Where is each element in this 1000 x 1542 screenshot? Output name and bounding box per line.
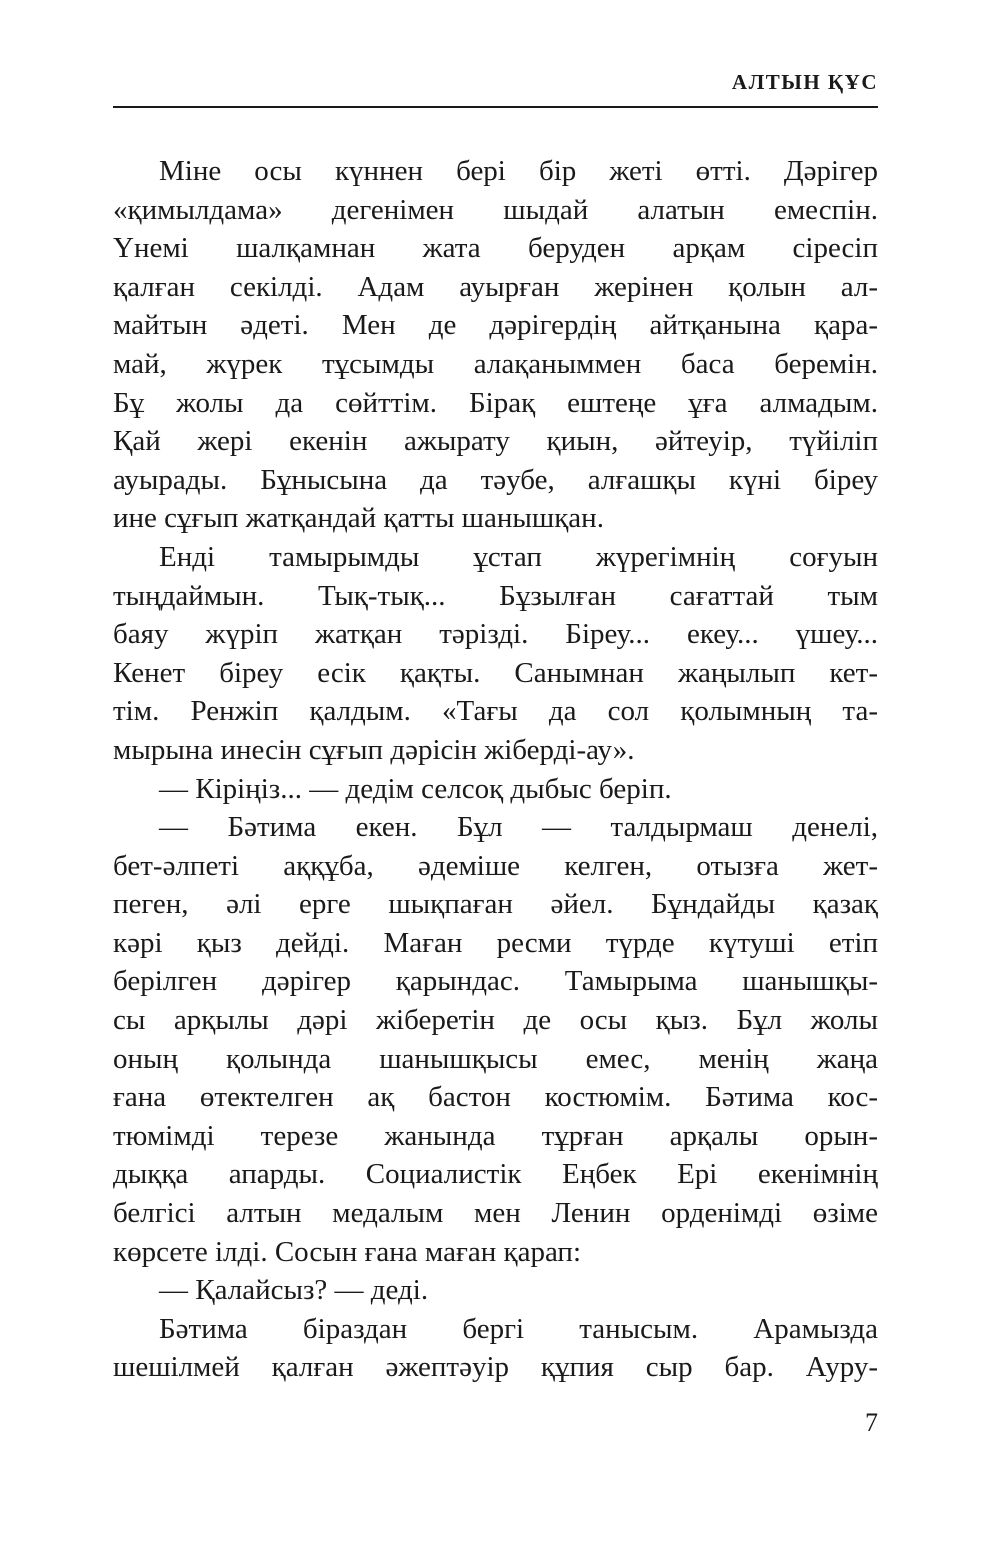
text-line: мырына инесін сұғып дәрісін жіберді-ау».: [113, 733, 635, 766]
text-line: тім. Ренжіп қалдым. «Тағы да сол қолымның та-: [113, 695, 878, 728]
text-line: Үнемі шалқамнан жата беруден арқам сіресіп: [113, 232, 878, 265]
text-line: ауырады. Бұнысына да тәубе, алғашқы күні біреу: [113, 463, 878, 496]
book-title: АЛТЫН ҚҰС: [731, 70, 878, 94]
text-line: Кенет біреу есік қақты. Санымнан жаңылып кет-: [113, 656, 878, 689]
text-line: қалған секілді. Адам ауырған жерінен қолын ал-: [113, 270, 878, 303]
text-line: «қимылдама» дегенімен шыдай алатын емеспін.: [113, 193, 878, 226]
text-line: — Бәтима екен. Бұл — талдырмаш денелі,: [159, 811, 878, 844]
text-line: майтын әдеті. Мен де дәрігердің айтқанына қара-: [113, 309, 878, 342]
text-body: [113, 152, 878, 1387]
text-line: дыққа апарды. Социалистік Еңбек Ері екенімнің: [113, 1158, 878, 1191]
text-line: тыңдаймын. Тық-тық... Бұзылған сағаттай тым: [113, 579, 878, 612]
text-line: Бәтима біраздан бергі танысым. Арамызда: [159, 1312, 878, 1345]
text-line: белгісі алтын медалым мен Ленин орденімді өзіме: [113, 1197, 878, 1230]
text-line: Міне осы күннен бері бір жеті өтті. Дәрігер: [159, 155, 878, 187]
text-line: баяу жүріп жатқан тәрізді. Біреу... екеу... үшеу...: [113, 618, 878, 651]
running-head: [113, 66, 878, 108]
text-line: оның қолында шанышқысы емес, менің жаңа: [113, 1042, 878, 1075]
text-line: көрсете ілді. Сосын ғана маған қарап:: [113, 1235, 582, 1268]
text-line: — Қалайсыз? — деді.: [159, 1274, 429, 1307]
text-line: Қай жері екенін ажырату қиын, әйтеуір, түйіліп: [113, 425, 878, 458]
text-line: ине сұғып жатқандай қатты шанышқан.: [113, 502, 604, 535]
text-line: ғана өтектелген ақ бастон костюмім. Бәтима кос-: [113, 1081, 878, 1114]
text-line: берілген дәрігер қарындас. Тамырыма шанышқы-: [113, 965, 878, 998]
text-line: сы арқылы дәрі жіберетін де осы қыз. Бұл жолы: [113, 1004, 878, 1037]
text-line: бет-әлпеті аққұба, әдеміше келген, отызға жет-: [113, 849, 878, 882]
text-line: пеген, әлі ерге шықпаған әйел. Бұндайды қазақ: [113, 888, 878, 921]
page-number: 7: [865, 1408, 878, 1437]
text-line: Енді тамырымды ұстап жүрегімнің соғуын: [159, 540, 878, 573]
text-line: кәрі қыз дейді. Маған ресми түрде күтуші етіп: [113, 926, 878, 959]
text-line: тюмімді терезе жанында тұрған арқалы орын-: [113, 1119, 878, 1152]
text-line: шешілмей қалған әжептәуір құпия сыр бар. Ауру-: [113, 1351, 878, 1384]
text-line: Бұ жолы да сөйттім. Бірақ ештеңе ұға алмадым.: [113, 386, 878, 419]
text-line: май, жүрек тұсымды алақаныммен баса беремін.: [113, 347, 878, 380]
text-line: — Кіріңіз... — дедім селсоқ дыбыс беріп.: [159, 772, 672, 805]
